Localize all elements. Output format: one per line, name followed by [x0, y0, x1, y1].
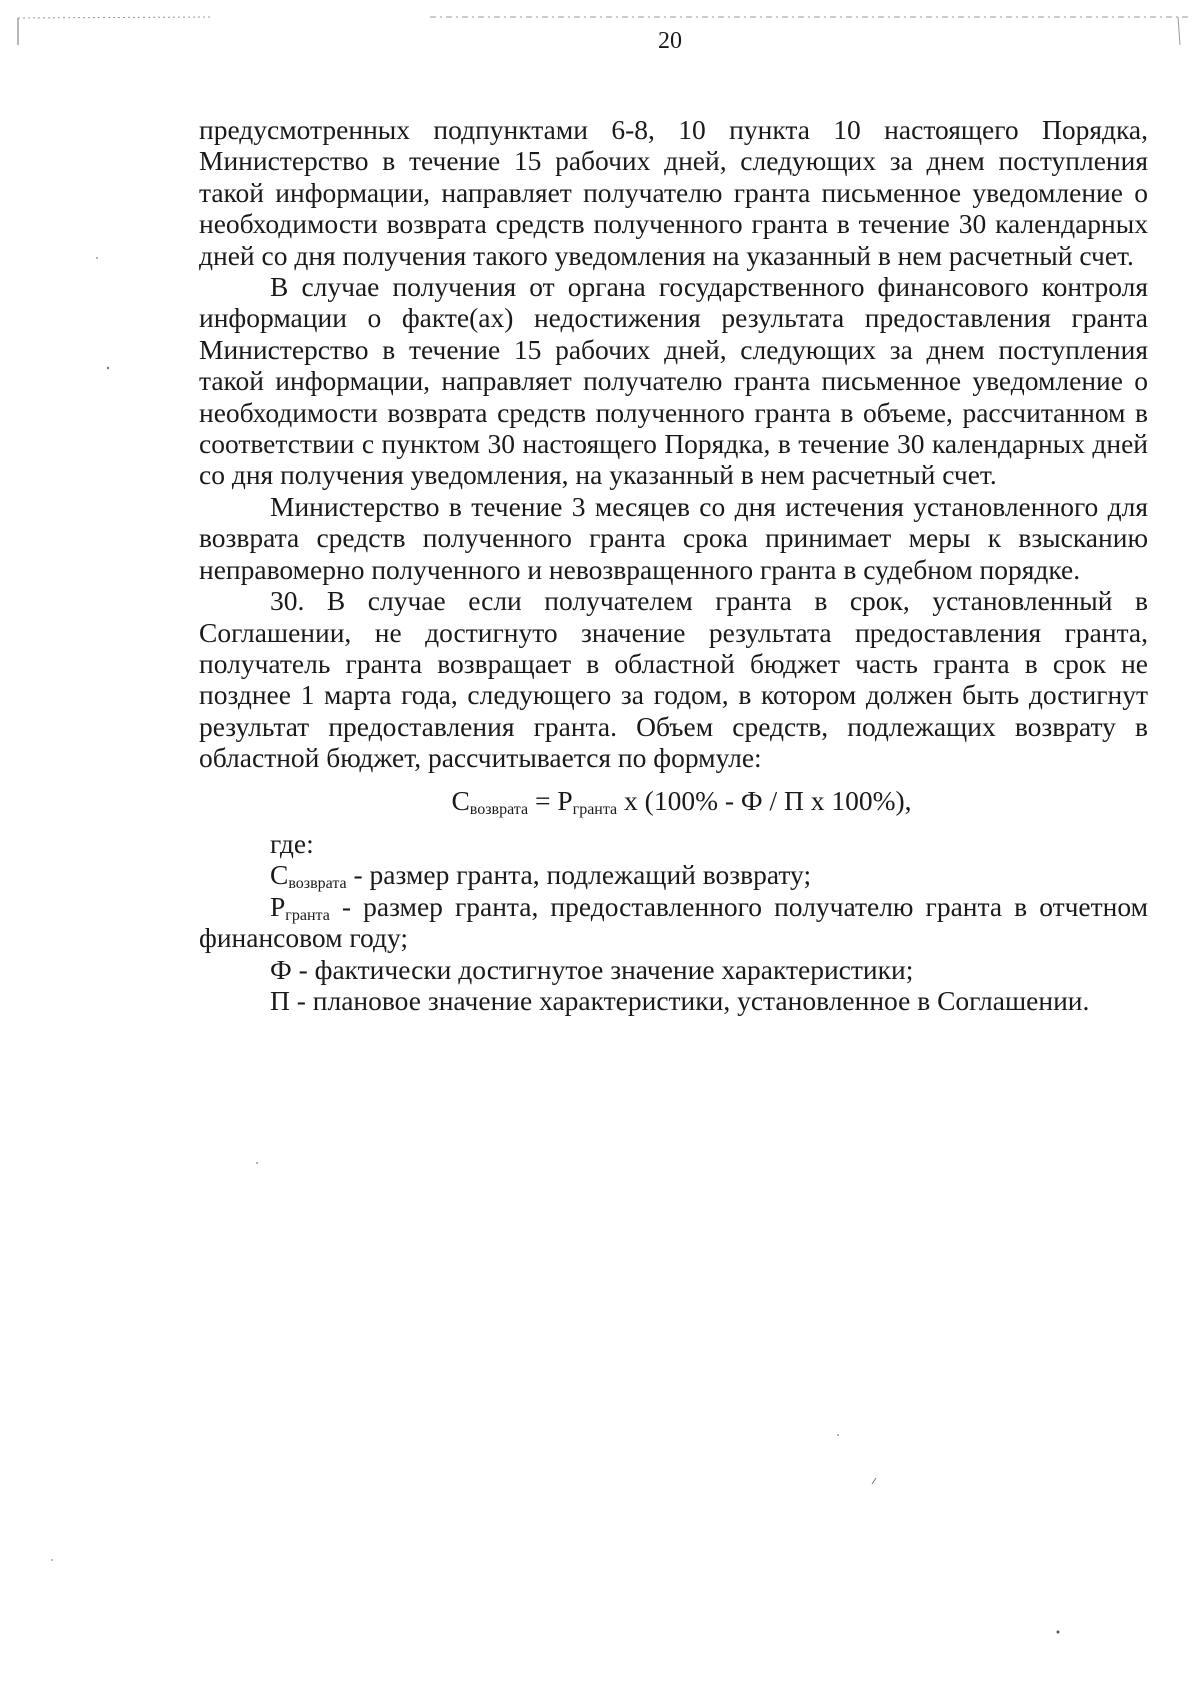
where-label: где:	[270, 827, 314, 859]
formula-p-sub: гранта	[572, 800, 618, 818]
definition-p-letter: Р	[270, 890, 286, 922]
paragraph-recovery: Министерство в течение 3 месяцев со дня истечения установленного для возврата средств полученного гранта срока принимает меры к взысканию неправомерно полученного и невозвращенного гранта в судебном порядке.	[199, 490, 1148, 585]
definition-c-text: - размер гранта, подлежащий возврату;	[346, 859, 812, 891]
paragraph-continuation: предусмотренных подпунктами 6-8, 10 пункта 10 настоящего Порядка, Министерство в течение 15 рабочих дней, следующих за днем поступления такой информации, направляет получателю гранта письменное уведомление о необходимости возврата средств полученного гранта в течение 30 календарных дней со дня получения такого уведомления на указанный в нем расчетный счет.	[199, 114, 1148, 271]
formula	[199, 785, 1148, 816]
document-body	[199, 114, 1148, 1016]
formula-rest: х (100% - Ф / П х 100%),	[617, 784, 912, 816]
definition-c-letter: С	[270, 859, 289, 891]
definition-c-sub: возврата	[288, 875, 347, 893]
definition-pl: П - плановое значение характеристики, установленное в Соглашении.	[270, 984, 1090, 1016]
formula-p-letter: Р	[557, 784, 573, 816]
definition-f: Ф - фактически достигнутое значение характеристики;	[270, 953, 914, 985]
definition-p	[199, 891, 1148, 954]
definition-p-sub: гранта	[285, 906, 330, 924]
formula-equals: =	[528, 784, 558, 816]
paragraph-financial-control: В случае получения от органа государственного финансового контроля информации о факте(ах) недостижения результата предоставления гранта Министерство в течение 15 рабочих дней, следующих за днем поступления такой информации, направляет получателю гранта письменное уведомление о необходимости возврата средств полученного гранта в объеме, рассчитанном в соответствии с пунктом 30 настоящего Порядка, в течение 30 календарных дней со дня получения уведомления, на указанный в нем расчетный счет.	[199, 271, 1148, 491]
formula-c-letter: С	[451, 784, 470, 816]
page-number: 20	[658, 28, 682, 54]
formula-c-sub: возврата	[469, 800, 529, 818]
paragraph-30: 30. В случае если получателем гранта в срок, установленный в Соглашении, не достигнуто значение результата предоставления гранта, получатель гранта возвращает в областной бюджет часть гранта в срок не позднее 1 марта года, следующего за годом, в котором должен быть достигнут результат предоставления гранта. Объем средств, подлежащих возврату в областной бюджет, рассчитывается по формуле:	[199, 585, 1148, 774]
definition-c	[199, 859, 1148, 893]
definition-p-text: - размер гранта, предоставленного получателю гранта в отчетном финансовом году;	[199, 890, 1148, 954]
